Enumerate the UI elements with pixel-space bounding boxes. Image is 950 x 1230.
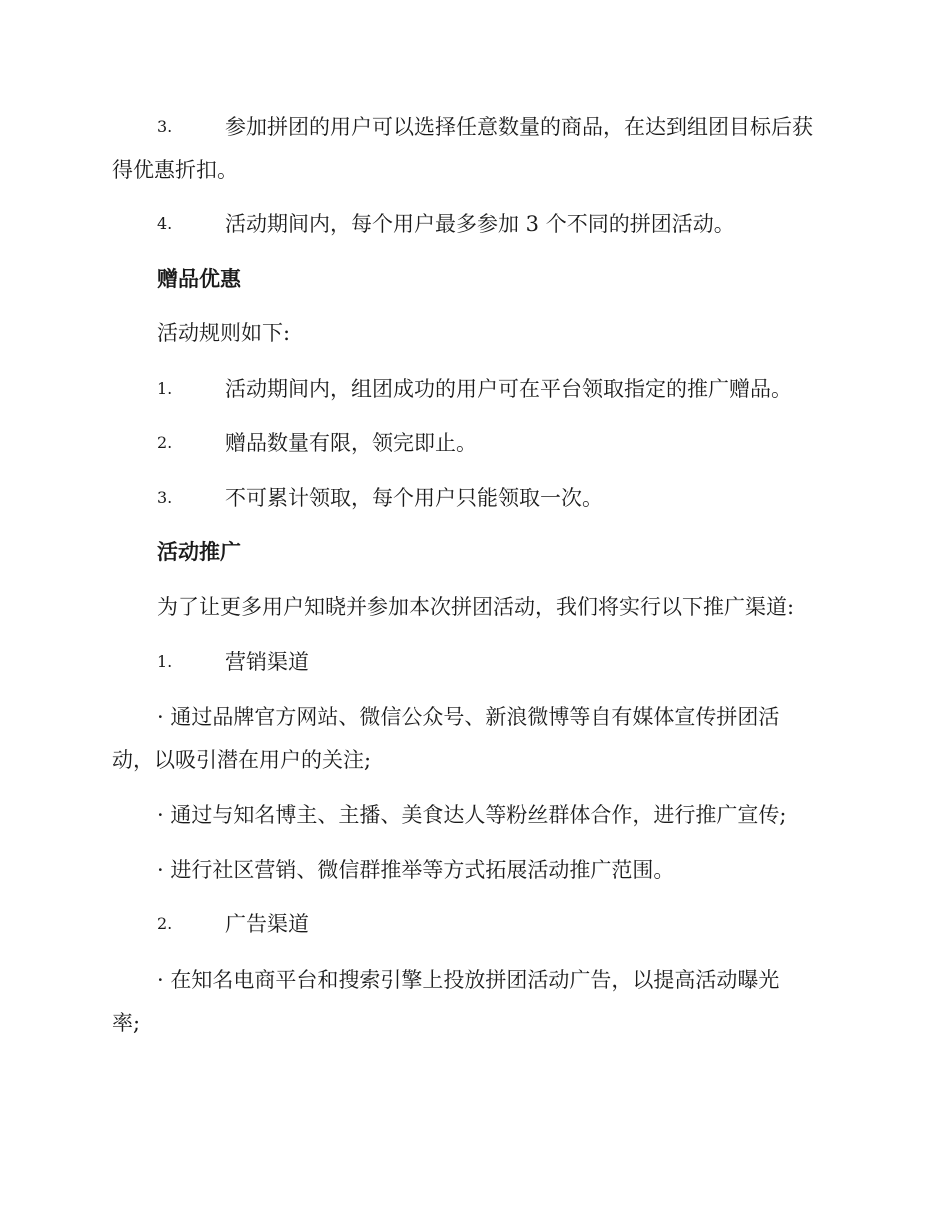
- list-item-text-continuation: 得优惠折扣。: [112, 158, 238, 182]
- bullet-item: · 通过品牌官方网站、微信公众号、新浪微博等自有媒体宣传拼团活: [157, 705, 780, 729]
- list-item-number: 2.: [157, 433, 173, 452]
- list-item-text: 活动期间内，每个用户最多参加 3 个不同的拼团活动。: [225, 212, 735, 236]
- channel-number: 2.: [157, 914, 173, 933]
- bullet-item: · 在知名电商平台和搜索引擎上投放拼团活动广告，以提高活动曝光: [157, 968, 780, 992]
- list-item-text: 参加拼团的用户可以选择任意数量的商品，在达到组团目标后获: [225, 115, 813, 139]
- bullet-item-continuation: 动，以吸引潜在用户的关注;: [112, 748, 372, 772]
- list-item-number: 3.: [157, 117, 173, 136]
- list-item-number: 1.: [157, 379, 173, 398]
- list-item-text: 赠品数量有限，领完即止。: [225, 431, 477, 455]
- bullet-item-continuation: 率;: [112, 1011, 141, 1035]
- section-heading-promo: 活动推广: [157, 539, 241, 564]
- channel-number: 1.: [157, 652, 173, 671]
- section-intro: 为了让更多用户知晓并参加本次拼团活动，我们将实行以下推广渠道:: [157, 595, 795, 619]
- list-item-number: 4.: [157, 214, 173, 233]
- channel-label: 营销渠道: [225, 650, 309, 674]
- section-heading-gift: 赠品优惠: [157, 266, 241, 291]
- channel-label: 广告渠道: [225, 912, 309, 936]
- bullet-item: · 进行社区营销、微信群推举等方式拓展活动推广范围。: [157, 858, 675, 882]
- list-item-text: 不可累计领取，每个用户只能领取一次。: [225, 486, 603, 510]
- section-intro: 活动规则如下:: [157, 321, 291, 345]
- bullet-item: · 通过与知名博主、主播、美食达人等粉丝群体合作，进行推广宣传;: [157, 803, 787, 827]
- list-item-number: 3.: [157, 488, 173, 507]
- list-item-text: 活动期间内，组团成功的用户可在平台领取指定的推广赠品。: [225, 377, 792, 401]
